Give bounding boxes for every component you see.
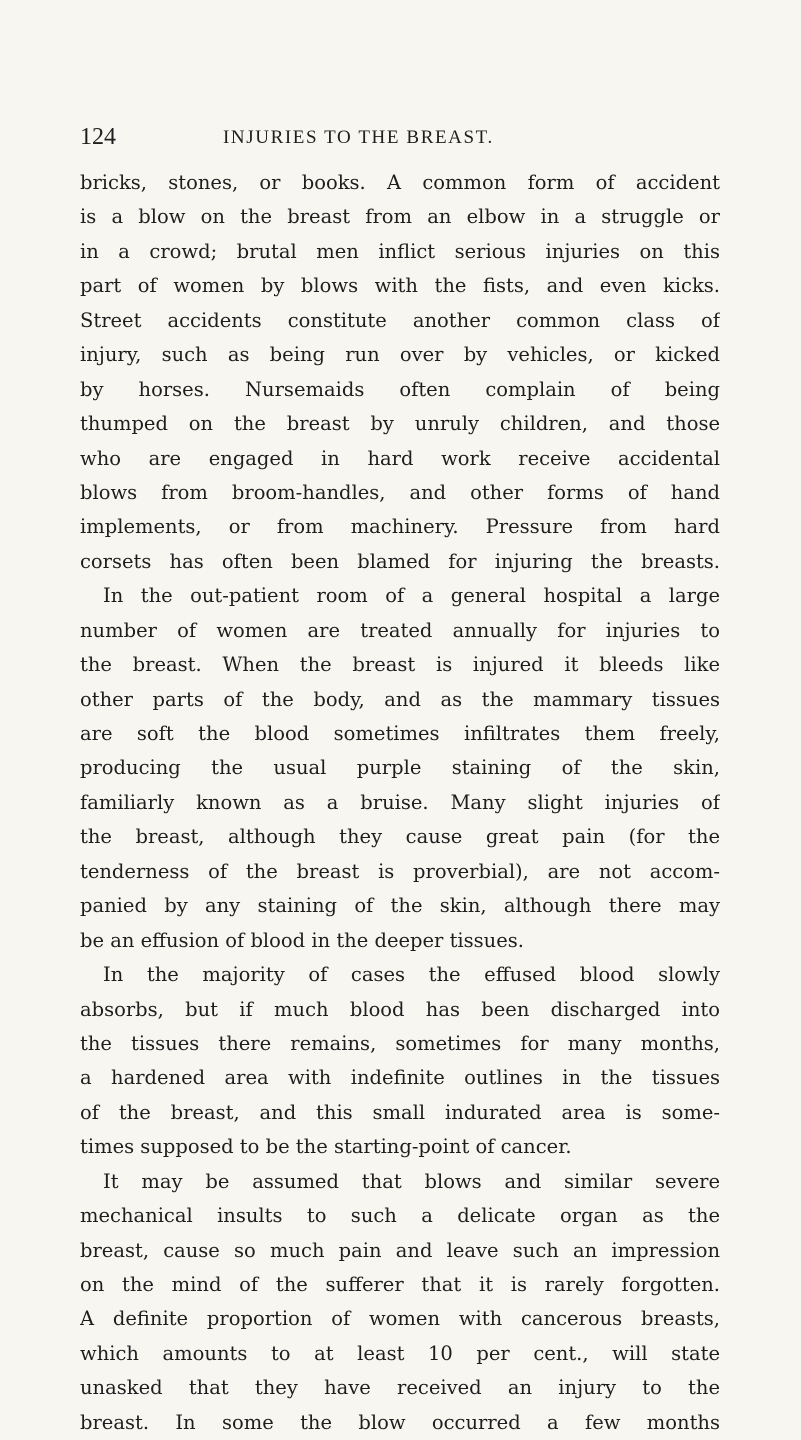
text-line: number of women are treated annually for injuries to bbox=[80, 618, 720, 642]
text-line: corsets has often been blamed for injuring the breasts. bbox=[80, 549, 720, 573]
running-title: INJURIES TO THE BREAST. bbox=[223, 127, 494, 148]
paragraph-start-line: In the out-patient room of a general hospital a large bbox=[103, 584, 720, 608]
text-line: mechanical insults to such a delicate organ as the bbox=[80, 1204, 720, 1228]
text-line: breast. In some the blow occurred a few months bbox=[80, 1410, 720, 1434]
text-line: panied by any staining of the skin, although there may bbox=[80, 894, 720, 918]
page-number: 124 bbox=[80, 124, 116, 150]
text-line: of the breast, and this small indurated area is some- bbox=[80, 1100, 720, 1124]
paragraph-start-line: In the majority of cases the effused blood slowly bbox=[103, 963, 720, 987]
text-line: is a blow on the breast from an elbow in a struggle or bbox=[80, 205, 720, 229]
text-line: breast, cause so much pain and leave such an impression bbox=[80, 1238, 720, 1262]
text-line: other parts of the body, and as the mammary tissues bbox=[80, 687, 720, 711]
text-line: on the mind of the sufferer that it is rarely forgotten. bbox=[80, 1273, 720, 1296]
running-head bbox=[80, 122, 740, 152]
text-line: the breast, although they cause great pain (for the bbox=[80, 825, 720, 849]
text-line: tenderness of the breast is proverbial), are not accom- bbox=[80, 859, 720, 883]
text-line: be an effusion of blood in the deeper tissues. bbox=[80, 928, 524, 952]
text-line: producing the usual purple staining of the skin, bbox=[80, 756, 720, 780]
text-line: injury, such as being run over by vehicles, or kicked bbox=[80, 343, 720, 367]
text-line: implements, or from machinery. Pressure from hard bbox=[80, 515, 720, 539]
text-line: who are engaged in hard work receive accidental bbox=[80, 446, 720, 470]
text-line: in a crowd; brutal men inflict serious injuries on this bbox=[80, 239, 720, 263]
text-line: unasked that they have received an injury to the bbox=[80, 1376, 720, 1400]
text-line: blows from broom-handles, and other forms of hand bbox=[80, 480, 720, 504]
text-line: familiarly known as a bruise. Many slight injuries of bbox=[80, 790, 720, 814]
text-line: Street accidents constitute another common class of bbox=[80, 308, 720, 332]
text-line: the breast. When the breast is injured it bleeds like bbox=[80, 653, 720, 677]
text-line: thumped on the breast by unruly children, and those bbox=[80, 412, 720, 436]
text-line: times supposed to be the starting-point of cancer. bbox=[80, 1135, 572, 1159]
text-line: the tissues there remains, sometimes for many months, bbox=[80, 1031, 720, 1055]
text-line: are soft the blood sometimes infiltrates them freely, bbox=[80, 722, 720, 745]
paragraph-start-line: It may be assumed that blows and similar severe bbox=[103, 1169, 720, 1193]
text-line: which amounts to at least 10 per cent., will state bbox=[80, 1341, 720, 1365]
text-line: part of women by blows with the fists, and even kicks. bbox=[80, 274, 720, 298]
body-text bbox=[80, 166, 720, 1440]
text-line: A definite proportion of women with cancerous breasts, bbox=[80, 1307, 720, 1331]
text-line: a hardened area with indefinite outlines in the tissues bbox=[80, 1066, 720, 1090]
text-line: by horses. Nursemaids often complain of being bbox=[80, 377, 720, 401]
text-line: absorbs, but if much blood has been discharged into bbox=[80, 997, 720, 1021]
text-line: bricks, stones, or books. A common form of accident bbox=[80, 171, 720, 194]
